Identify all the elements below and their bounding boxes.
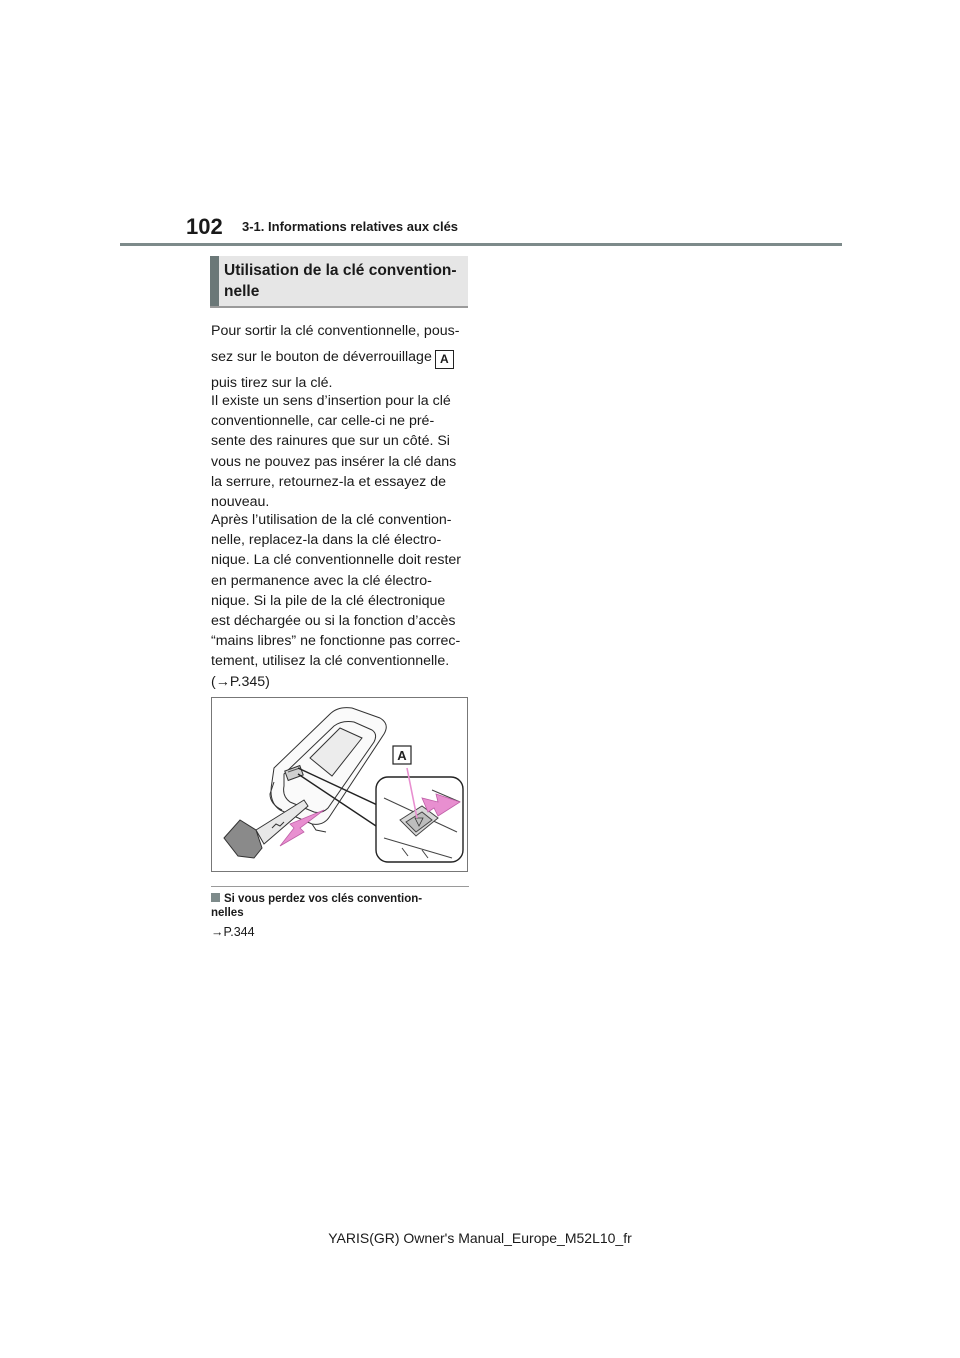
heading-title-line2: nelle [224, 283, 260, 300]
page-reference: →P.344 [211, 925, 255, 939]
p3-line: tement, utilisez la clé conventionnelle. [211, 653, 450, 670]
p3-line: est déchargée ou si la fonction d’accès [211, 613, 456, 630]
section-title: 3-1. Informations relatives aux clés [242, 219, 459, 234]
paragraph-3 [211, 510, 471, 692]
p3-line: nique. Si la pile de la clé électronique [211, 592, 446, 609]
p2-line: Il existe un sens d’insertion pour la clé [211, 393, 451, 409]
p2-line: conventionnelle, car celle-ci ne pré- [211, 413, 435, 430]
page-number: 102 [186, 214, 223, 239]
subsection-title-line1: Si vous perdez vos clés convention- [224, 893, 423, 905]
p2-line: vous ne pouvez pas insérer la clé dans [211, 453, 457, 470]
p3-line: nique. La clé conventionnelle doit rester [211, 552, 462, 569]
key-illustration-svg [212, 698, 469, 873]
p1-line-2 [211, 344, 471, 370]
header-rule [120, 243, 842, 246]
subsection-heading [211, 892, 469, 920]
paragraph-1 [211, 318, 471, 396]
callout-a-label: A [397, 748, 407, 763]
p3-line: Après l’utilisation de la clé convention- [211, 512, 452, 528]
subsection-rule [211, 886, 469, 887]
paragraph-2 [211, 391, 471, 512]
subsection-title-line2: nelles [211, 907, 244, 919]
footer-text: YARIS(GR) Owner's Manual_Europe_M52L10_fr [328, 1230, 632, 1246]
p1-line-3: puis tirez sur la clé. [211, 375, 333, 391]
p3-line: nelle, replacez-la dans la clé électro- [211, 532, 442, 549]
callout-a [393, 746, 411, 764]
square-bullet-icon [211, 893, 220, 902]
p1-line-1: Pour sortir la clé conventionnelle, pous- [211, 323, 460, 339]
heading-accent-bar [210, 256, 219, 306]
heading-title-line1: Utilisation de la clé convention- [224, 262, 457, 279]
p2-line: nouveau. [211, 494, 270, 511]
label-a-badge: A [435, 350, 454, 369]
heading-title [224, 260, 464, 302]
p2-line: la serrure, retournez-la et essayez de [211, 473, 446, 490]
p3-line: (→P.345) [211, 673, 270, 690]
p3-line: “mains libres” ne fonctionne pas correc- [211, 633, 461, 650]
p1-line-2-text: sez sur le bouton de déverrouillage [211, 349, 432, 365]
heading-box [210, 256, 468, 308]
p2-line: sente des rainures que sur un côté. Si [211, 433, 450, 450]
key-illustration [211, 697, 468, 872]
p3-line: en permanence avec la clé électro- [211, 572, 432, 589]
zoom-detail [376, 768, 463, 862]
